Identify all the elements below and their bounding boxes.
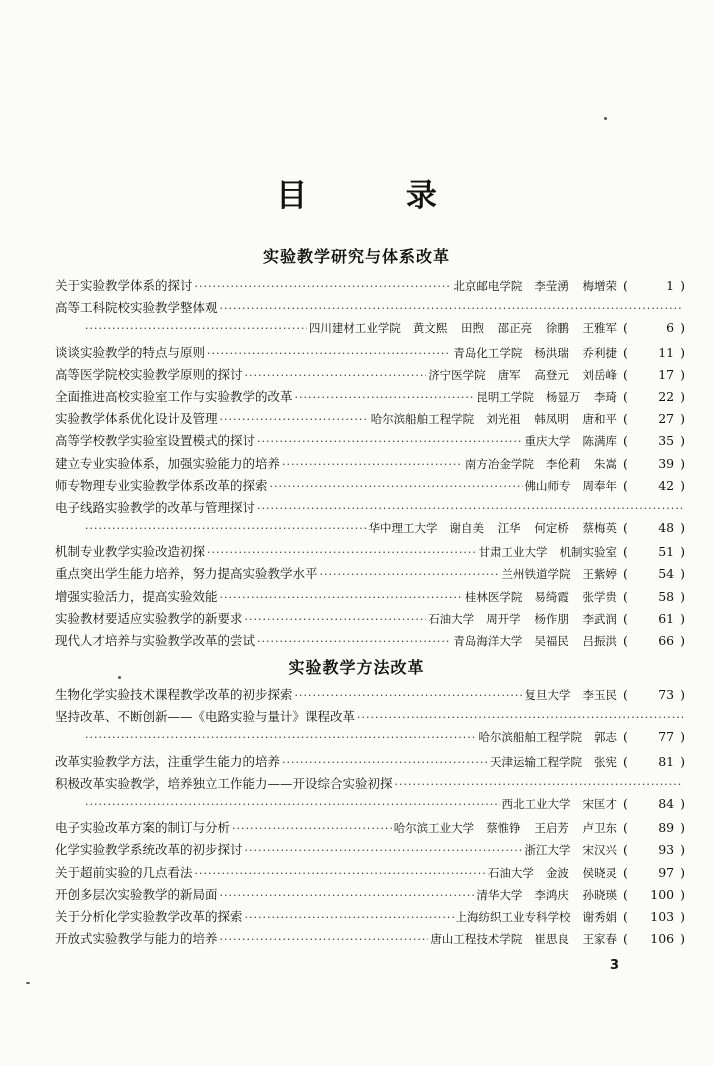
- toc-entry-title: 电子实验改革方案的制订与分析: [55, 820, 231, 836]
- toc-entry-institution: 桂林医学院: [464, 589, 523, 604]
- toc-entry: [55, 907, 685, 929]
- toc-entry-institution: 青岛海洋大学: [453, 634, 523, 648]
- toc-entry-page: ( 103 ): [623, 908, 685, 924]
- dot-leader: [245, 613, 427, 626]
- toc-entry-page-number: 42: [658, 477, 675, 493]
- toc-entry-page: ( 11 ): [623, 344, 685, 360]
- toc-entry-authors: 易绮霞 张学贵: [534, 589, 617, 604]
- dot-leader: [270, 480, 523, 493]
- toc-entry: [55, 476, 685, 498]
- toc-entry-authors: 唐军 高登元 刘岳峰: [497, 367, 617, 382]
- toc-entry-institution: 四川建材工业学院: [308, 321, 401, 336]
- toc-entry-institution: 华中理工大学: [368, 521, 438, 536]
- toc-entry-page-number: 22: [658, 388, 675, 404]
- dot-leader: [282, 756, 488, 769]
- dot-leader: [395, 778, 683, 791]
- toc-entry-page-number: 106: [650, 931, 675, 947]
- toc-entry-authors: 杨显万 李琦: [545, 389, 617, 404]
- toc-entry-page: ( 89 ): [623, 820, 685, 836]
- page-title: 目 录: [276, 178, 481, 214]
- dot-leader: [220, 933, 429, 946]
- toc-entry-institution: 哈尔滨船舶工程学院: [478, 730, 582, 745]
- toc-entry-institution: 济宁医学院: [428, 367, 486, 382]
- toc-entry: [55, 818, 685, 840]
- toc-entry-title: 高等学校教学实验室设置模式的探讨: [55, 433, 256, 449]
- toc-entry-page-number: 51: [658, 544, 675, 560]
- toc-entry-page-number: 77: [658, 729, 675, 745]
- toc-entry-authors: 吴福民 吕振洪: [534, 634, 617, 648]
- toc-entry-page: ( 61 ): [623, 610, 685, 626]
- toc-entry: [55, 498, 685, 520]
- toc-entry-authors: 谢秀娟: [582, 909, 617, 924]
- dot-leader: [245, 911, 454, 924]
- toc-entry-authors: 黄文熙 田煦 邵正亮 徐鹏 王雅军: [412, 321, 617, 336]
- toc-entry-authors: 周奉年: [582, 478, 617, 493]
- toc-entry-page: ( 106 ): [623, 931, 685, 947]
- toc-entry-page-number: 97: [658, 864, 675, 880]
- toc-entry-title: 实验教材要适应实验教学的新要求: [55, 610, 243, 626]
- toc-entry-institution: 石油大学: [487, 865, 534, 880]
- toc-entry-title: 实验教学体系优化设计及管理: [55, 411, 218, 427]
- toc-entry: [55, 454, 685, 476]
- toc-entry-page-number: 66: [658, 633, 675, 648]
- toc-entry-title: 化学实验教学系统改革的初步探讨: [55, 842, 243, 858]
- toc-entry: [55, 707, 685, 729]
- toc-entry: [55, 685, 685, 707]
- toc-entry: [55, 774, 685, 796]
- toc-entry-page-number: 103: [650, 908, 675, 924]
- toc-entry-page: ( 58 ): [623, 588, 685, 604]
- dot-leader: [257, 502, 683, 515]
- toc-entry-page-number: 1: [666, 278, 675, 293]
- dot-leader: [320, 568, 500, 581]
- dot-leader: [232, 822, 392, 835]
- dot-leader: [257, 435, 522, 448]
- toc-entry-institution: 复旦大学: [524, 688, 571, 702]
- dot-leader: [282, 458, 463, 471]
- toc-entry-title: 坚持改革、不断创新——《电路实验与量计》课程改革: [55, 709, 356, 725]
- toc-entry-title: 电子线路实验教学的改革与管理探讨: [55, 499, 256, 515]
- toc-entry-title: 现代人才培养与实验教学改革的尝试: [55, 633, 256, 648]
- toc-entry-page: ( 93 ): [623, 842, 685, 858]
- toc-entry-authors: 李玉民: [582, 688, 617, 702]
- toc-entry-title: 重点突出学生能力培养，努力提高实验教学水平: [55, 566, 318, 582]
- toc-entry-page: ( 42 ): [623, 477, 685, 493]
- toc-entry: [55, 431, 685, 453]
- toc-entry: [55, 840, 685, 862]
- toc-entry-page-number: 54: [658, 566, 675, 582]
- toc-list-section-1: [55, 276, 685, 653]
- toc-entry-authors: 陈满库: [582, 434, 617, 449]
- dot-leader: [85, 322, 307, 335]
- toc-entry-title: 建立专业实验体系，加强实验能力的培养: [55, 455, 281, 471]
- toc-entry-page-number: 35: [658, 433, 675, 449]
- toc-entry-authors: 周开学 杨作朋 李武润: [486, 611, 617, 626]
- toc-entry: [55, 609, 685, 631]
- toc-entry-page: ( 35 ): [623, 433, 685, 449]
- toc-entry-title: 开创多层次实验教学的新局面: [55, 886, 218, 902]
- toc-entry-institution: 清华大学: [476, 887, 523, 902]
- toc-entry-authors: 蔡惟铮 王启芳 卢卫东: [486, 821, 617, 836]
- toc-entry-institution: 上海纺织工业专科学校: [455, 909, 571, 924]
- toc-entry-title: 关于分析化学实验教学改革的探索: [55, 908, 243, 924]
- toc-entry: [55, 520, 685, 542]
- toc-entry-page: ( 84 ): [623, 795, 685, 811]
- toc-entry: [55, 409, 685, 431]
- toc-entry-institution: 北京邮电学院: [453, 279, 523, 293]
- dot-leader: [295, 391, 475, 404]
- toc-entry-page-number: 6: [666, 320, 675, 336]
- toc-entry-institution: 甘肃工业大学: [478, 545, 548, 560]
- toc-entry-authors: 杨洪瑞 乔利捷: [534, 345, 617, 360]
- toc-entry: [55, 298, 685, 320]
- scan-speck: [118, 676, 121, 679]
- toc-entry-institution: 昆明工学院: [476, 389, 534, 404]
- toc-entry: [55, 343, 685, 365]
- toc-entry-page-number: 93: [658, 842, 675, 858]
- toc-entry-institution: 天津运输工程学院: [490, 754, 582, 769]
- toc-entry-page-number: 61: [658, 610, 675, 626]
- toc-entry-page-number: 81: [658, 753, 675, 769]
- section-heading-2: 实验教学方法改革: [288, 658, 425, 677]
- toc-entry-authors: 金波 侯晓灵: [545, 865, 617, 880]
- toc-entry-authors: 王紫婷: [582, 567, 617, 582]
- toc-entry-institution: 重庆大学: [524, 434, 571, 449]
- toc-entry-institution: 青岛化工学院: [453, 345, 523, 360]
- toc-entry-authors: 张宪: [594, 754, 617, 769]
- dot-leader: [85, 798, 500, 811]
- toc-entry-institution: 唐山工程技术学院: [430, 932, 523, 947]
- toc-entry-page-number: 89: [658, 820, 675, 836]
- toc-entry: [55, 542, 685, 564]
- dot-leader: [295, 689, 523, 702]
- page-number: 3: [610, 958, 620, 973]
- toc-entry-authors: 李伦莉 朱嵩: [545, 456, 617, 471]
- toc-entry-page: ( 17 ): [623, 366, 685, 382]
- dot-leader: [257, 635, 451, 648]
- toc-entry-authors: 崔思良 王家春: [534, 932, 617, 947]
- toc-entry: [55, 387, 685, 409]
- toc-entry-title: 高等医学院校实验教学原则的探讨: [55, 366, 243, 382]
- toc-entry-authors: 宋汉兴: [582, 843, 617, 858]
- toc-entry-institution: 石油大学: [428, 611, 475, 626]
- toc-entry: [55, 631, 685, 653]
- toc-entry: [55, 729, 685, 751]
- toc-entry: [55, 863, 685, 885]
- dot-leader: [195, 867, 486, 880]
- toc-entry-page-number: 39: [658, 455, 675, 471]
- toc-entry-page: ( 54 ): [623, 566, 685, 582]
- toc-entry-institution: 南方冶金学院: [464, 456, 534, 471]
- toc-entry-page: ( 22 ): [623, 388, 685, 404]
- toc-entry-page: ( 66 ): [623, 633, 685, 648]
- dot-leader: [220, 302, 683, 315]
- toc-entry-page-number: 73: [658, 687, 675, 702]
- toc-entry: [55, 929, 685, 951]
- dot-leader: [220, 413, 369, 426]
- toc-entry-page: ( 39 ): [623, 455, 685, 471]
- dot-leader: [220, 591, 463, 604]
- toc-entry: [55, 320, 685, 342]
- dot-leader: [207, 347, 451, 360]
- toc-entry-page: ( 27 ): [623, 411, 685, 427]
- toc-list-section-2: [55, 685, 685, 951]
- dot-leader: [245, 844, 523, 857]
- toc-entry-title: 机制专业教学实验改造初探: [55, 544, 206, 560]
- toc-entry-page: ( 73 ): [623, 687, 685, 702]
- toc-entry-page-number: 58: [658, 588, 675, 604]
- toc-entry-page: ( 48 ): [623, 520, 685, 536]
- toc-entry-page-number: 27: [658, 411, 675, 427]
- toc-entry: [55, 752, 685, 774]
- toc-entry-title: 增强实验活力，提高实验效能: [55, 588, 218, 604]
- dot-leader: [245, 369, 427, 382]
- dot-leader: [195, 280, 452, 293]
- toc-entry-page-number: 84: [658, 795, 675, 811]
- toc-entry-page-number: 100: [650, 886, 675, 902]
- toc-entry-title: 生物化学实验技术课程教学改革的初步探索: [55, 687, 293, 702]
- scan-speck: [604, 117, 607, 120]
- toc-entry-authors: 刘光祖 韩凤明 唐和平: [486, 412, 617, 427]
- toc-entry: [55, 276, 685, 298]
- toc-entry-authors: 郭志: [594, 730, 617, 745]
- toc-entry-title: 高等工科院校实验教学整体观: [55, 300, 218, 316]
- dot-leader: [357, 711, 683, 724]
- toc-entry-institution: 哈尔滨工业大学: [393, 821, 475, 836]
- toc-entry-page: ( 81 ): [623, 753, 685, 769]
- toc-entry-authors: 宋匡才: [582, 796, 617, 811]
- toc-entry-institution: 兰州铁道学院: [501, 567, 571, 582]
- toc-entry-title: 师专物理专业实验教学体系改革的探索: [55, 477, 268, 493]
- toc-entry-title: 开放式实验教学与能力的培养: [55, 931, 218, 947]
- toc-entry-page-number: 11: [658, 344, 675, 360]
- toc-entry: [55, 885, 685, 907]
- toc-entry-institution: 西北工业大学: [501, 796, 571, 811]
- toc-entry-title: 谈谈实验教学的特点与原则: [55, 344, 206, 360]
- toc-entry-page: ( 100 ): [623, 886, 685, 902]
- toc-entry-page: ( 77 ): [623, 729, 685, 745]
- toc-entry-page: ( 51 ): [623, 544, 685, 560]
- toc-entry-page: ( 97 ): [623, 864, 685, 880]
- toc-entry-authors: 李鸿庆 孙晓瑛: [534, 887, 617, 902]
- toc-entry-page: ( 6 ): [623, 320, 685, 336]
- toc-entry-title: 改革实验教学方法，注重学生能力的培养: [55, 753, 281, 769]
- toc-entry-authors: 李莹湧 梅增荣: [534, 279, 617, 293]
- toc-entry: [55, 587, 685, 609]
- section-heading-1: 实验教学研究与体系改革: [262, 247, 450, 266]
- toc-entry-title: 积极改革实验教学，培养独立工作能力——开设综合实验初探: [55, 775, 393, 791]
- toc-entry-authors: 机制实验室: [559, 545, 617, 560]
- toc-entry-page: ( 1 ): [623, 278, 685, 293]
- toc-entry: [55, 365, 685, 387]
- toc-entry-authors: 谢自美 江华 何定桥 蔡梅英: [449, 521, 617, 536]
- toc-entry-institution: 浙江大学: [524, 843, 571, 858]
- toc-entry-title: 全面推进高校实验室工作与实验教学的改革: [55, 388, 293, 404]
- toc-entry-page-number: 17: [658, 366, 675, 382]
- toc-entry-institution: 哈尔滨船舶工程学院: [370, 412, 475, 427]
- dot-leader: [220, 889, 475, 902]
- toc-entry: [55, 796, 685, 818]
- toc-entry-page-number: 48: [658, 520, 675, 536]
- toc-entry: [55, 564, 685, 586]
- toc-entry-title: 关于超前实验的几点看法: [55, 864, 193, 880]
- dot-leader: [85, 522, 367, 535]
- toc-entry-title: 关于实验教学体系的探讨: [55, 278, 193, 293]
- toc-entry-institution: 佛山师专: [524, 478, 571, 493]
- scan-speck: [26, 982, 30, 984]
- dot-leader: [207, 546, 476, 559]
- dot-leader: [85, 731, 477, 744]
